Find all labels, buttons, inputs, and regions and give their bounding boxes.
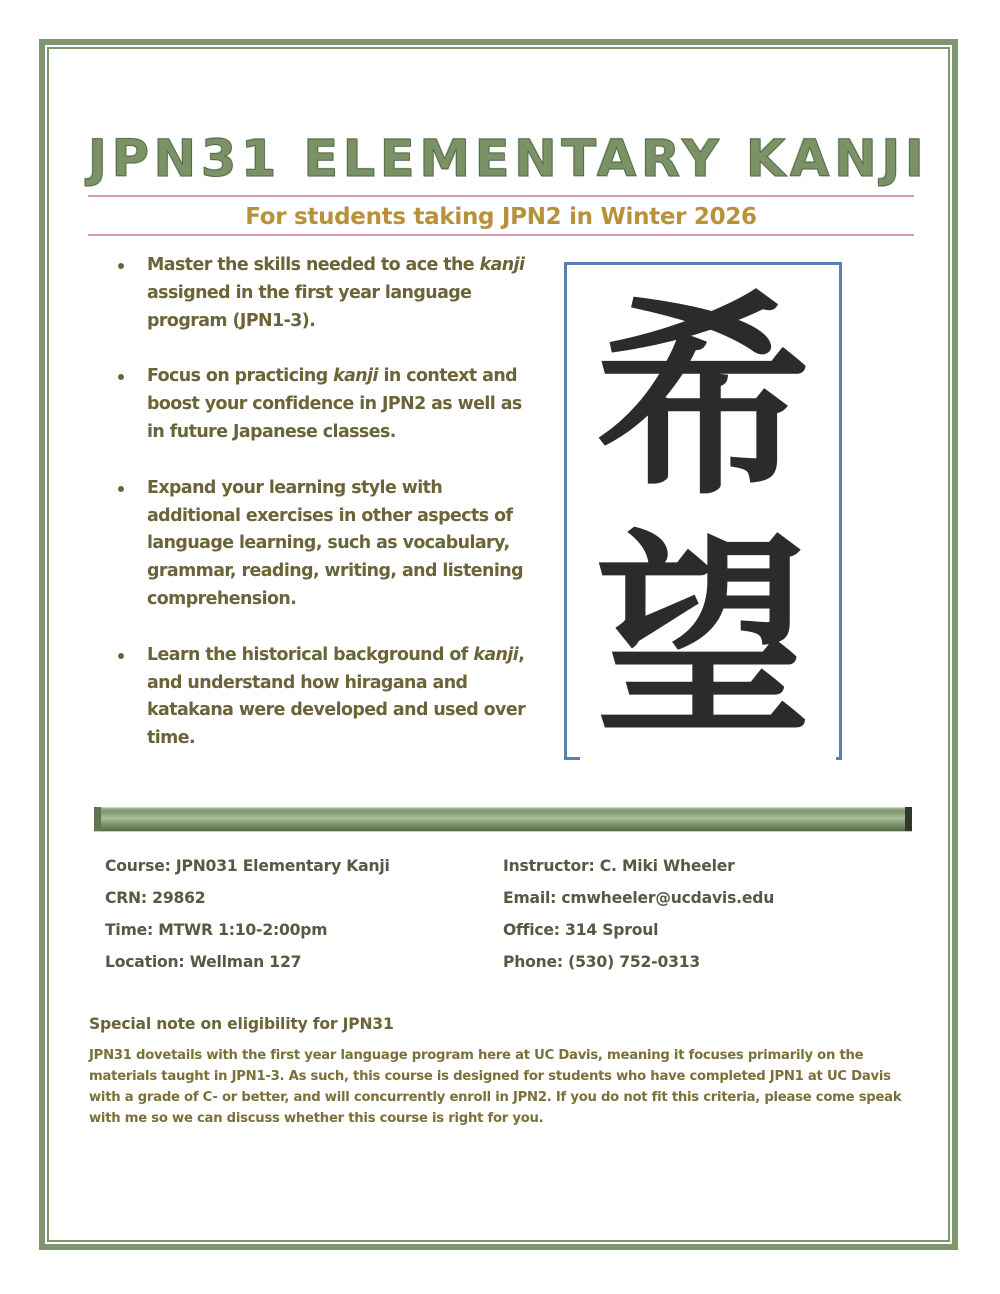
course-crn: CRN: 29862 — [105, 889, 206, 907]
eligibility-heading: Special note on eligibility for JPN31 — [89, 1015, 394, 1033]
course-details — [105, 850, 390, 978]
bullet-icon — [118, 374, 124, 380]
instructor-details — [503, 850, 774, 978]
benefit-item-1 — [112, 252, 532, 335]
instructor-email: Email: cmwheeler@ucdavis.edu — [503, 889, 775, 907]
benefit-item-3 — [112, 475, 532, 614]
course-location: Location: Wellman 127 — [105, 953, 302, 971]
benefit-4-post: , and understand how hiragana and katakana were developed and used over time. — [147, 644, 526, 749]
benefit-2-post: in context and boost your confidence in JPN2 as well as in future Japanese classes. — [147, 366, 522, 442]
course-time: Time: MTWR 1:10-2:00pm — [105, 921, 328, 939]
flyer-subtitle: For students taking JPN2 in Winter 2026 — [245, 204, 757, 230]
bullet-icon — [118, 653, 124, 659]
instructor-phone: Phone: (530) 752-0313 — [503, 953, 701, 971]
benefit-item-4 — [112, 642, 532, 753]
benefit-4-em: kanji — [473, 644, 519, 665]
calligraphy-frame-corner-right — [836, 757, 842, 760]
benefits-list — [112, 252, 532, 781]
eligibility-body: JPN31 dovetails with the first year language program here at UC Davis, meaning it focuses primarily on the materials taught in JPN1-3. As such, this course is designed for students who have completed JPN1 at UC Davis with a grade of C- or better, and will concurrently enroll in JPN2. If you do not fit this criteria, please come speak with me so we can discuss whether this course is right for you. — [89, 1048, 902, 1126]
benefit-2-em: kanji — [333, 366, 378, 387]
benefit-2-pre: Focus on practicing — [147, 366, 334, 387]
section-divider-bar — [94, 807, 912, 831]
benefit-1-post: assigned in the first year language program (JPN1-3). — [147, 282, 472, 331]
benefit-4-pre: Learn the historical background of — [147, 644, 474, 665]
benefit-3-pre: Expand your learning style with additional exercises in other aspects of language learning, such as vocabulary, grammar, reading, writing, and listening comprehension. — [147, 477, 523, 609]
instructor-name: Instructor: C. Miki Wheeler — [503, 857, 735, 875]
divider-pink-bottom — [88, 234, 914, 236]
calligraphy-kanji-ki: 希 — [595, 271, 811, 524]
benefit-1-pre: Master the skills needed to ace the — [147, 255, 480, 275]
bullet-icon — [118, 263, 124, 269]
instructor-office: Office: 314 Sproul — [503, 921, 659, 939]
bullet-icon — [118, 486, 124, 492]
divider-pink-top — [88, 195, 914, 197]
course-name: Course: JPN031 Elementary Kanji — [105, 857, 390, 875]
calligraphy-kanji-bou: 望 — [595, 511, 811, 764]
calligraphy-frame-corner-left — [564, 757, 580, 760]
benefit-1-em: kanji — [479, 255, 525, 275]
benefit-item-2 — [112, 363, 532, 446]
flyer-title: JPN31 ELEMENTARY KANJI — [88, 130, 929, 189]
